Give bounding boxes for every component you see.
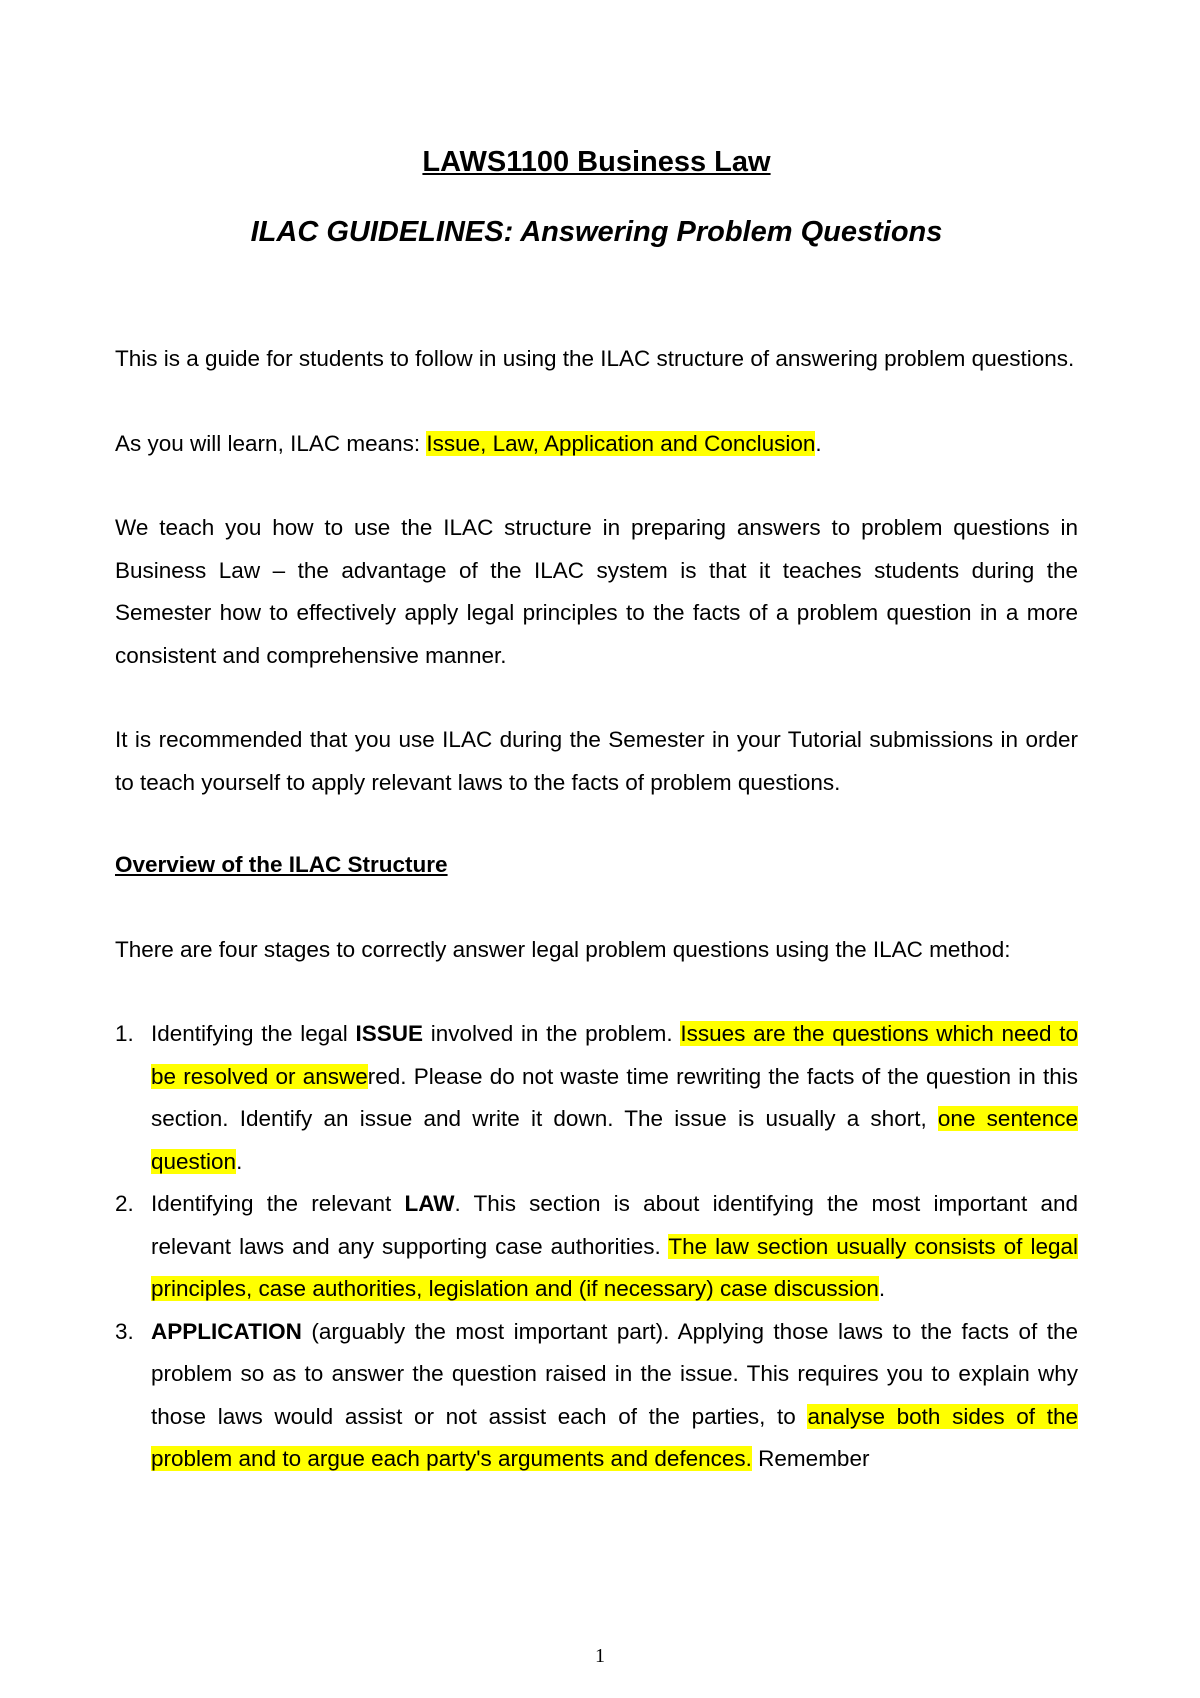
ilac-highlight: Issue, Law, Application and Conclusion xyxy=(426,430,816,456)
list-item-text: Remember xyxy=(751,1446,870,1471)
list-item-text: . This section is about identifying the most important and relevant laws and any supporting case authorities. xyxy=(151,1191,1078,1259)
section-heading: Overview of the ILAC Structure xyxy=(115,852,448,877)
list-item-number: 1. xyxy=(115,1021,134,1046)
list-item xyxy=(115,1311,1078,1481)
list-item-keyword: APPLICATION xyxy=(151,1318,302,1344)
ilac-definition-paragraph xyxy=(115,423,1078,466)
list-item-text: . xyxy=(878,1276,886,1301)
teach-paragraph: We teach you how to use the ILAC structure in preparing answers to problem questions in Business Law – the advantage of the ILAC system is that it teaches students during the Semester how to effectively apply legal principles to the facts of a problem question in a more consistent and comprehensive manner. xyxy=(115,515,1078,668)
list-item xyxy=(115,1013,1078,1183)
list-item-number: 3. xyxy=(115,1318,134,1344)
list-item-keyword: ISSUE xyxy=(355,1021,423,1046)
list-item-text: red. Please do not waste time rewriting the facts of the question in this section. Identify an issue and write it down. The issue is usually a short, xyxy=(151,1063,1078,1131)
recommend-paragraph: It is recommended that you use ILAC during the Semester in your Tutorial submissions in order to teach yourself to apply relevant laws to the facts of problem questions. xyxy=(115,727,1078,795)
list-item xyxy=(115,1183,1078,1311)
list-item-text: . xyxy=(236,1148,243,1174)
document-title: LAWS1100 Business Law xyxy=(422,146,771,178)
list-item-text: Identifying the relevant xyxy=(151,1191,405,1216)
ilac-suffix: . xyxy=(815,430,822,456)
intro-paragraph: This is a guide for students to follow in using the ILAC structure of answering problem questions. xyxy=(115,346,1075,371)
list-item-text: (arguably the most important part). Applying those laws to the facts of the problem so as to answer the question raised in the issue. This requires you to explain why those laws would assist or not assist each of the parties, to xyxy=(151,1318,1078,1429)
stages-list xyxy=(115,1013,1078,1481)
list-item-keyword: LAW xyxy=(404,1191,455,1216)
list-item-text: Identifying the legal xyxy=(151,1021,356,1046)
stages-intro-paragraph: There are four stages to correctly answer legal problem questions using the ILAC method: xyxy=(115,936,1011,962)
document-subtitle: ILAC GUIDELINES: Answering Problem Questions xyxy=(250,216,943,248)
list-item-highlight: Issues are the questions which need to be resolved or answe xyxy=(151,1021,1079,1089)
list-item-highlight: analyse both sides of the problem and to argue each party's arguments and defences. xyxy=(151,1403,1078,1471)
list-item-number: 2. xyxy=(115,1191,134,1216)
list-item-highlight: one sentence question xyxy=(151,1106,1078,1174)
list-item-text: involved in the problem. xyxy=(423,1021,681,1046)
page-number: 1 xyxy=(595,1645,605,1667)
list-item-highlight: The law section usually consists of legal principles, case authorities, legislation and (if necessary) case discussion xyxy=(151,1233,1078,1301)
page-content xyxy=(115,140,1078,1481)
ilac-prefix: As you will learn, ILAC means: xyxy=(115,430,427,456)
